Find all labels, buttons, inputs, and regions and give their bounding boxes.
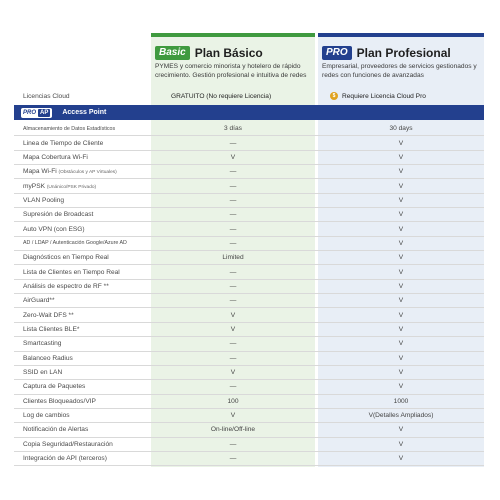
basic-plan-value: — bbox=[229, 440, 237, 448]
feature-label-text: AirGuard** bbox=[23, 297, 55, 305]
table-row bbox=[14, 323, 484, 337]
feature-label-text: Smartcasting bbox=[23, 340, 62, 348]
table-row bbox=[14, 265, 484, 279]
pro-plan-value: V bbox=[398, 354, 404, 362]
pro-ap-badge-ap: AP bbox=[40, 109, 49, 116]
pro-plan-value: V bbox=[398, 268, 404, 276]
feature-label bbox=[14, 183, 151, 190]
basic-plan-value: — bbox=[229, 297, 237, 305]
pro-plan-value: V bbox=[398, 440, 404, 448]
table-row bbox=[14, 352, 484, 366]
feature-label-text: Captura de Paquetes bbox=[23, 383, 86, 391]
pro-plan-value: V bbox=[398, 369, 404, 377]
basic-plan-value: V bbox=[230, 325, 236, 333]
feature-label bbox=[14, 369, 151, 376]
table-row bbox=[14, 122, 484, 136]
feature-label bbox=[14, 168, 151, 175]
pro-ap-badge-pro: PRO bbox=[23, 109, 37, 116]
basic-plan-value: 100 bbox=[227, 397, 239, 405]
pro-plan-value: V bbox=[398, 297, 404, 305]
license-pro-value bbox=[318, 92, 484, 100]
table-row bbox=[14, 337, 484, 351]
feature-label bbox=[14, 254, 151, 261]
feature-label bbox=[14, 269, 151, 276]
basic-plan-value: — bbox=[229, 239, 237, 247]
table-row bbox=[14, 308, 484, 322]
basic-plan-value: V bbox=[230, 311, 236, 319]
access-point-section-header bbox=[14, 105, 484, 120]
table-row bbox=[14, 151, 484, 165]
pro-plan-value: V bbox=[398, 383, 404, 391]
table-row bbox=[14, 409, 484, 423]
feature-label-text: Análisis de espectro de RF ** bbox=[23, 282, 109, 290]
basic-plan-accent-bar bbox=[151, 33, 315, 37]
feature-label-text: Copia Seguridad/Restauración bbox=[23, 440, 113, 448]
table-row bbox=[14, 452, 484, 466]
basic-badge: Basic bbox=[155, 46, 190, 60]
table-row bbox=[14, 165, 484, 179]
pro-plan-description: Empresarial, proveedores de servicios gestionados y redes con funciones de avanzadas bbox=[322, 63, 477, 79]
feature-label-text: Integración de API (terceros) bbox=[23, 455, 107, 463]
basic-plan-value: 3 días bbox=[224, 125, 242, 133]
pro-plan-value: V bbox=[398, 168, 404, 176]
feature-label bbox=[14, 312, 151, 319]
pro-plan-value: 30 days bbox=[389, 125, 413, 133]
pro-plan-value: V bbox=[398, 282, 404, 290]
pro-plan-value: V bbox=[398, 340, 404, 348]
basic-plan-value: — bbox=[229, 455, 237, 463]
section-title: Access Point bbox=[62, 109, 107, 116]
feature-label-text: AD / LDAP / Autenticación Google/Azure AD bbox=[23, 240, 127, 247]
table-row bbox=[14, 222, 484, 236]
table-row bbox=[14, 380, 484, 394]
feature-label-note: (Unánico/PSK Privado) bbox=[46, 184, 97, 190]
table-row bbox=[14, 237, 484, 251]
basic-plan-value: On-line/Off-line bbox=[210, 426, 256, 434]
feature-label-text: Log de cambios bbox=[23, 412, 70, 420]
pro-plan-value: V bbox=[398, 254, 404, 262]
pro-plan-value: V bbox=[398, 426, 404, 434]
feature-label-text: Linea de Tiempo de Cliente bbox=[23, 139, 104, 147]
feature-label bbox=[14, 412, 151, 419]
pro-plan-value: V bbox=[398, 225, 404, 233]
table-row bbox=[14, 179, 484, 193]
feature-label-text: Zero-Wait DFS ** bbox=[23, 311, 74, 319]
basic-plan-value: — bbox=[229, 383, 237, 391]
feature-table bbox=[14, 122, 484, 466]
feature-label-text: Auto VPN (con ESG) bbox=[23, 225, 85, 233]
pro-plan-value: V bbox=[398, 196, 404, 204]
feature-label bbox=[14, 326, 151, 333]
license-pro-text: Requiere Licencia Cloud Pro bbox=[342, 92, 426, 100]
feature-label bbox=[14, 441, 151, 448]
feature-label bbox=[14, 197, 151, 204]
pro-plan-value: V bbox=[398, 211, 404, 219]
basic-plan-value: — bbox=[229, 225, 237, 233]
feature-label-text: Balanceo Radius bbox=[23, 354, 73, 362]
basic-plan-value: — bbox=[229, 196, 237, 204]
feature-label-text: VLAN Pooling bbox=[23, 196, 65, 204]
basic-plan-value: — bbox=[229, 168, 237, 176]
pro-plan-value: V bbox=[398, 325, 404, 333]
basic-plan-value: V bbox=[230, 153, 236, 161]
basic-plan-value: Limited bbox=[222, 254, 244, 262]
table-row bbox=[14, 251, 484, 265]
pro-plan-value: V bbox=[398, 455, 404, 463]
pro-plan-value: 1000 bbox=[393, 397, 409, 405]
pro-ap-badge bbox=[21, 108, 52, 118]
table-row bbox=[14, 194, 484, 208]
table-row bbox=[14, 438, 484, 452]
feature-label bbox=[14, 226, 151, 233]
feature-label bbox=[14, 283, 151, 290]
feature-label bbox=[14, 340, 151, 347]
pro-plan-value: V bbox=[398, 239, 404, 247]
feature-label-text: Lista Clientes BLE* bbox=[23, 325, 80, 333]
table-row bbox=[14, 366, 484, 380]
feature-label bbox=[14, 211, 151, 218]
license-row bbox=[14, 88, 484, 104]
pro-plan-header bbox=[322, 46, 482, 80]
feature-label bbox=[14, 140, 151, 147]
basic-plan-value: — bbox=[229, 211, 237, 219]
feature-label-text: Almacenamiento de Datos Estadísticos bbox=[23, 125, 116, 132]
pro-plan-value: V bbox=[398, 153, 404, 161]
feature-label-text: Clientes Bloqueados/VIP bbox=[23, 397, 96, 405]
feature-label bbox=[14, 126, 151, 132]
pro-plan-title: Plan Profesional bbox=[356, 46, 451, 60]
feature-label bbox=[14, 426, 151, 433]
pro-badge: PRO bbox=[322, 46, 352, 60]
pro-plan-value: V bbox=[398, 139, 404, 147]
basic-plan-value: V bbox=[230, 369, 236, 377]
feature-label-text: SSID en LAN bbox=[23, 369, 63, 377]
basic-plan-value: — bbox=[229, 268, 237, 276]
pro-plan-value: V bbox=[398, 311, 404, 319]
feature-label bbox=[14, 383, 151, 390]
pro-plan-accent-bar bbox=[318, 33, 484, 37]
table-row bbox=[14, 395, 484, 409]
basic-plan-value: — bbox=[229, 139, 237, 147]
pro-plan-value: V bbox=[398, 182, 404, 190]
feature-label-text: Notificación de Alertas bbox=[23, 426, 89, 434]
feature-label-text: Lista de Clientes en Tiempo Real bbox=[23, 268, 120, 276]
feature-label bbox=[14, 240, 151, 246]
basic-plan-value: — bbox=[229, 182, 237, 190]
basic-plan-value: V bbox=[230, 412, 236, 420]
license-basic-value: GRATUITO (No requiere Licencia) bbox=[171, 92, 272, 100]
basic-plan-header bbox=[155, 46, 313, 80]
feature-label-text: myPSK bbox=[23, 182, 45, 190]
feature-label bbox=[14, 154, 151, 161]
basic-plan-value: — bbox=[229, 340, 237, 348]
feature-label bbox=[14, 455, 151, 462]
feature-label-text: Mapa Cobertura Wi-Fi bbox=[23, 153, 88, 161]
basic-plan-value: — bbox=[229, 354, 237, 362]
pro-plan-value: V(Detalles Ampliados) bbox=[368, 412, 434, 420]
feature-label bbox=[14, 297, 151, 304]
table-row bbox=[14, 423, 484, 437]
license-label: Licencias Cloud bbox=[23, 92, 70, 100]
table-row bbox=[14, 208, 484, 222]
coin-icon: $ bbox=[330, 92, 338, 100]
feature-label-text: Diagnósticos en Tiempo Real bbox=[23, 254, 109, 262]
feature-label-note: (Obstáculos y AP Virtuales) bbox=[58, 170, 117, 176]
table-row bbox=[14, 294, 484, 308]
feature-label bbox=[14, 398, 151, 405]
feature-label bbox=[14, 355, 151, 362]
feature-label-text: Mapa Wi-Fi bbox=[23, 168, 57, 176]
basic-plan-value: — bbox=[229, 282, 237, 290]
basic-plan-description: PYMES y comercio minorista y hotelero de rápido crecimiento. Gestión profesional e intuitiva de redes bbox=[155, 63, 307, 79]
feature-label-text: Supresión de Broadcast bbox=[23, 211, 94, 219]
table-row bbox=[14, 280, 484, 294]
basic-plan-title: Plan Básico bbox=[194, 46, 263, 60]
table-row bbox=[14, 136, 484, 150]
